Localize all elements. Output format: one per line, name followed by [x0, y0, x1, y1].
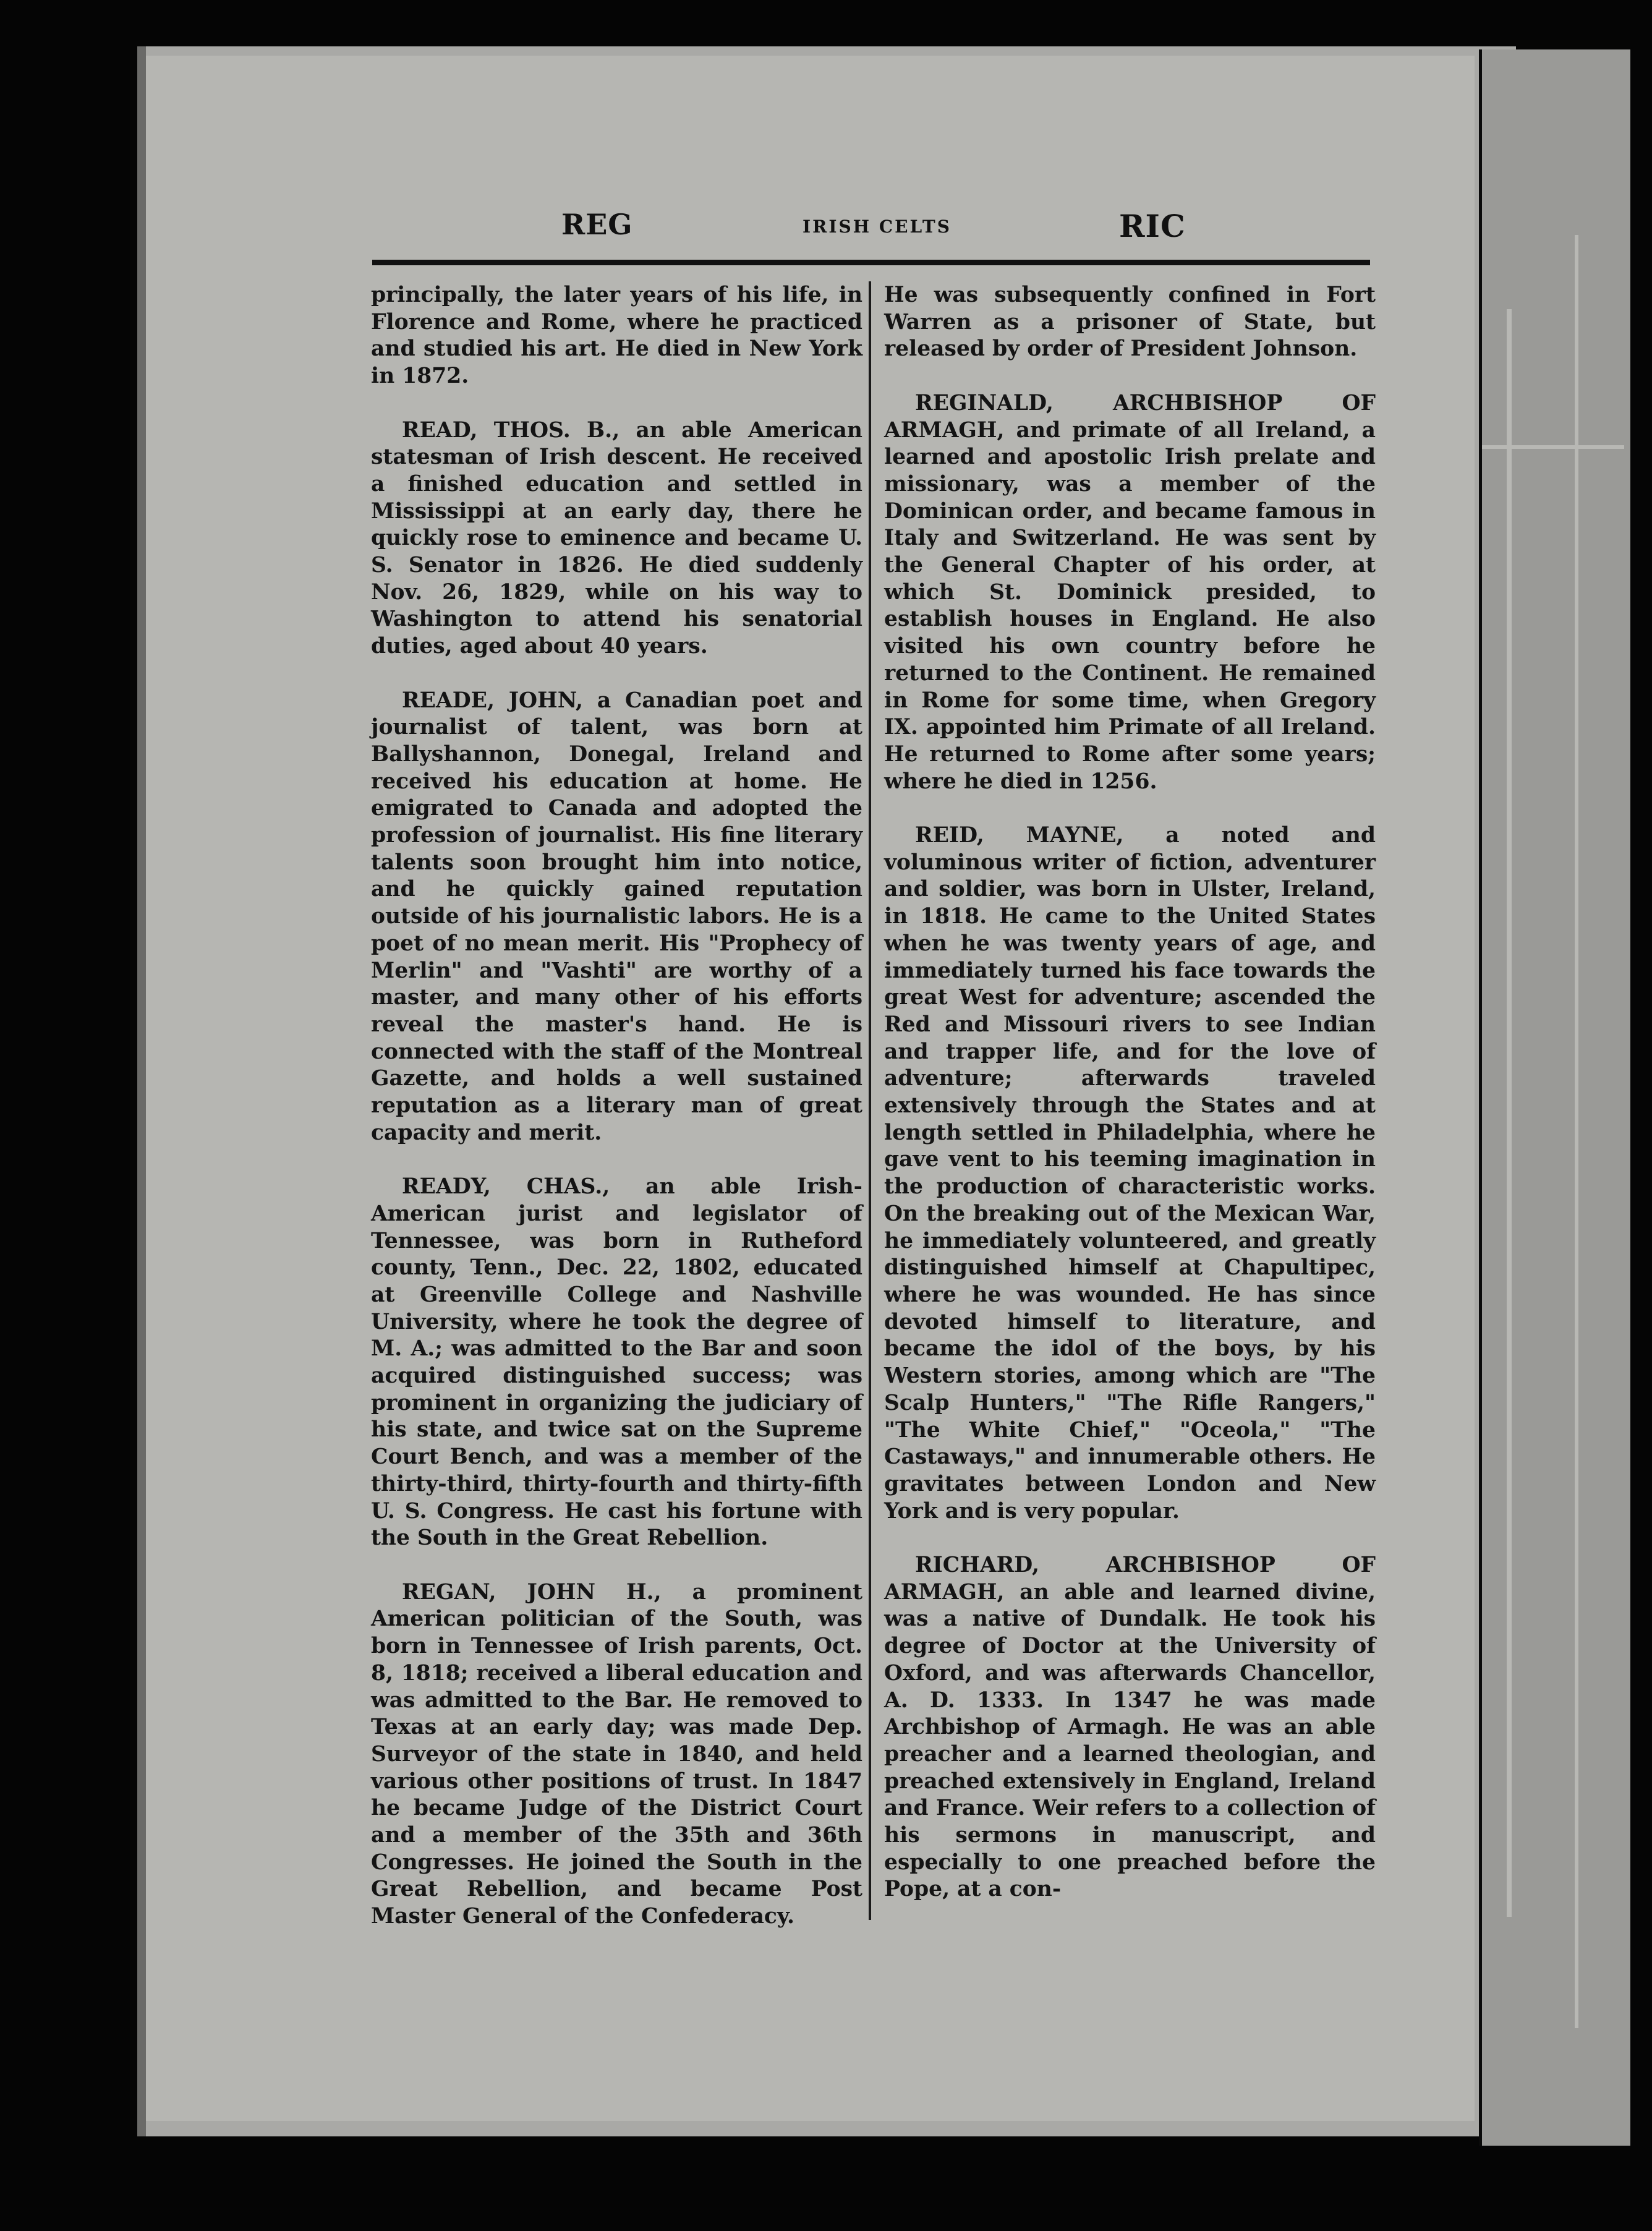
facing-page-bleed-line	[1507, 309, 1512, 1917]
entry-text: an able and learned divine, was a native of Dundalk. He took his degree of Doctor at the University of Oxford, and was afterwards Chancellor, A. D. 1333. In 1347 he was made Archbishop of Armagh. He was an able preacher and a learned theologian, and preached extensively in England, Ireland and France. Weir refers to a collection of his sermons in manuscript, and especially to one preached before the Pope, at a con-	[884, 1579, 1376, 1902]
entry-headword: REGAN, JOHN H.,	[402, 1579, 662, 1605]
entry-headword: READY, CHAS.,	[402, 1174, 610, 1200]
entry-text: an able Irish-American jurist and legislator of Tennessee, was born in Rutheford county, Tenn., Dec. 22, 1802, educated at Greenville College and Nashville University, where he took the degree of M. A.; was admitted to the Bar and soon acquired distinguished success; was prominent in organizing the judiciary of his state, and twice sat on the Supreme Court Bench, and was a member of the thirty-third, thirty-fourth and thirty-fifth U. S. Congress. He cast his fortune with the South in the Great Rebellion.	[371, 1174, 863, 1551]
entry-text: an able American statesman of Irish descent. He received a finished education and settled in Mississippi at an early day, there he quickly rose to eminence and became U. S. Senator in 1826. He died suddenly Nov. 26, 1829, while on his way to Washington to attend his senatorial duties, aged about 40 years.	[371, 417, 862, 659]
entry-text: a prominent American politician of the South, was born in Tennessee of Irish parents, Oct. 8, 1818; received a liberal education and was admitted to the Bar. He removed to Texas at an early day; was made Dep. Surveyor of the state in 1840, and held various other positions of trust. In 1847 he became Judge of the District Court and a member of the 35th and 36th Congresses. He joined the South in the Great Rebellion, and became Post Master General of the Confederacy.	[371, 1579, 862, 1929]
left-column	[371, 282, 862, 1930]
entry-text: a noted and voluminous writer of fiction, adventurer and soldier, was born in Ulster, Ireland, in 1818. He came to the United States when he was twenty years of age, and immediately turned his face towards the great West for adventure; ascended the Red and Missouri rivers to see Indian and trapper life, and for the love of adventure; afterwards traveled extensively through the States and at length settled in Philadelphia, where he gave vent to his teeming imagination in the production of characteristic works. On the breaking out of the Mexican War, he immediately volunteered, and greatly distinguished himself at Chapultipec, where he was wounded. He has since devoted himself to literature, and became the idol of the boys, by his Western stories, among which are "The Scalp Hunters," "The Rifle Rangers," "The White Chief," "Oceola," "The Castaways," and innumerable others. He gravitates between London and New York and is very popular.	[884, 823, 1376, 1524]
entry-reade-john	[371, 688, 862, 1147]
running-head-left: REG	[561, 208, 633, 241]
right-column	[884, 282, 1376, 1903]
column-divider	[869, 281, 871, 1920]
entry-read-thos	[371, 417, 862, 660]
entry-headword: READE, JOHN,	[402, 688, 584, 713]
entry-text: a Canadian poet and journalist of talent, was born at Ballyshannon, Donegal, Ireland and received his education at home. He emigrated to Canada and adopted the profession of journalist. His fine literary talents soon brought him into notice, and he quickly gained reputation outside of his journalistic labors. He is a poet of no mean merit. His "Prophecy of Merlin" and "Vashti" are worthy of a master, and many other of his efforts reveal the master's hand. He is connected with the staff of the Montreal Gazette, and holds a well sustained reputation as a literary man of great capacity and merit.	[371, 688, 862, 1145]
entry-ready-chas	[371, 1174, 862, 1552]
entry-reid-mayne	[884, 822, 1376, 1525]
facing-page-strip	[1482, 49, 1630, 2146]
entry-richard-archbishop	[884, 1552, 1376, 1903]
entry-reginald-archbishop	[884, 390, 1376, 796]
entry-headword: RICHARD, ARCHBISHOP OF ARMAGH,	[884, 1553, 1376, 1605]
entry-headword: REGINALD, ARCHBISHOP OF ARMAGH,	[884, 390, 1376, 443]
facing-page-bleed-line	[1482, 445, 1624, 449]
continuation-paragraph: He was subsequently confined in Fort Warren as a prisoner of State, but released by order of President Johnson.	[884, 283, 1376, 362]
entry-headword: READ, THOS. B.,	[402, 417, 620, 443]
entry-regan-john	[371, 1579, 862, 1930]
continuation-paragraph: principally, the later years of his life, in Florence and Rome, where he practiced and studied his art. He died in New York in 1872.	[371, 283, 862, 389]
running-head-right: RIC	[1119, 208, 1186, 244]
running-head-center: IRISH CELTS	[803, 216, 952, 237]
entry-text: and primate of all Ireland, a learned and apostolic Irish prelate and missionary, was a member of the Dominican order, and became famous in Italy and Switzerland. He was sent by the General Chapter of his order, at which St. Dominick presided, to establish houses in England. He also visited his own country before he returned to the Continent. He remained in Rome for some time, when Gregory IX. appointed him Primate of all Ireland. He returned to Rome after some years; where he died in 1256.	[884, 417, 1376, 794]
entry-headword: REID, MAYNE,	[915, 823, 1124, 848]
facing-page-bleed-line	[1575, 235, 1578, 2028]
header-rule	[372, 260, 1370, 265]
page-left-edge	[137, 46, 146, 2136]
